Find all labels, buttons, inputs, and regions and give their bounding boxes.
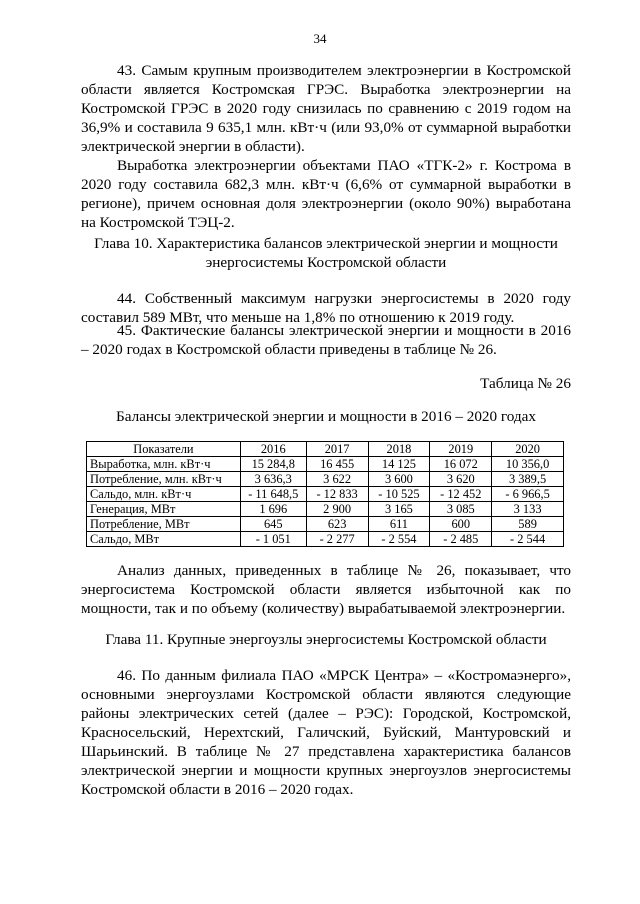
- table-cell: 3 622: [306, 472, 368, 487]
- table-cell: 2 900: [306, 502, 368, 517]
- paragraph-tgk2-text: Выработка электроэнергии объектами ПАО «ТГК-2» г. Кострома в 2020 году составила 682,3 млн. кВт·ч (6,6% от суммарной выработки в регионе), причем основная доля электроэнергии (около 90%) выработана на Костромской ТЭЦ-2.: [81, 157, 571, 231]
- table-cell: 3 165: [368, 502, 430, 517]
- row-label: Выработка, млн. кВт·ч: [87, 457, 241, 472]
- table-cell: - 1 051: [240, 532, 306, 547]
- row-label: Потребление, МВт: [87, 517, 241, 532]
- table-cell: - 2 277: [306, 532, 368, 547]
- paragraph-tgk2: [81, 156, 571, 232]
- table-cell: 3 389,5: [492, 472, 564, 487]
- table-row: [87, 517, 564, 532]
- chapter-10-title-line2: энергосистемы Костромской области: [205, 254, 447, 271]
- table-row: [87, 457, 564, 472]
- table-cell: - 10 525: [368, 487, 430, 502]
- row-label: Потребление, млн. кВт·ч: [87, 472, 241, 487]
- paragraph-43: [81, 61, 571, 156]
- balance-table: [86, 441, 564, 547]
- table-cell: 645: [240, 517, 306, 532]
- paragraph-43-text: 43. Самым крупным производителем электроэнергии в Костромской области является Костромская ГРЭС. Выработка электроэнергии на Костромской ГРЭС в 2020 году снизилась по сравнению с 2019 годом на 36,9% и составила 9 635,1 млн. кВт·ч (или 93,0% от суммарной выработки электрической энергии в области).: [81, 62, 571, 155]
- table-cell: 623: [306, 517, 368, 532]
- analysis-text: Анализ данных, приведенных в таблице № 26, показывает, что энергосистема Костромской области является избыточной как по мощности, так и по объему (количеству) вырабатываемой электроэнергии.: [81, 562, 571, 617]
- chapter-10-title-line1: Глава 10. Характеристика балансов электрической энергии и мощности: [94, 235, 558, 252]
- row-label: Сальдо, МВт: [87, 532, 241, 547]
- paragraph-46-text: 46. По данным филиала ПАО «МРСК Центра» – «Костромаэнерго», основными энергоузлами Костромской области являются следующие районы электрических сетей (далее – РЭС): Городской, Костромской, Красносельский, Нерехтский, Галичский, Буйский, Мантуровский и Шарьинский. В таблице № 27 представлена характеристика балансов электрической энергии и мощности крупных энергоузлов энергосистемы Костромской области в 2016 – 2020 годах.: [81, 667, 571, 798]
- header-2018: 2018: [368, 442, 430, 457]
- table-cell: 15 284,8: [240, 457, 306, 472]
- table-row: [87, 502, 564, 517]
- table-cell: 3 600: [368, 472, 430, 487]
- table-cell: - 6 966,5: [492, 487, 564, 502]
- table-cell: - 2 485: [430, 532, 492, 547]
- header-indicator: Показатели: [87, 442, 241, 457]
- table-cell: 10 356,0: [492, 457, 564, 472]
- table-header-row: [87, 442, 564, 457]
- table-row: [87, 487, 564, 502]
- table-cell: 3 085: [430, 502, 492, 517]
- table-cell: 611: [368, 517, 430, 532]
- table-cell: 1 696: [240, 502, 306, 517]
- table-cell: - 12 833: [306, 487, 368, 502]
- table-cell: 16 072: [430, 457, 492, 472]
- page-number: 34: [313, 31, 327, 46]
- table-cell: 3 620: [430, 472, 492, 487]
- row-label: Сальдо, млн. кВт·ч: [87, 487, 241, 502]
- paragraph-46: [81, 666, 571, 799]
- paragraph-45: [81, 321, 571, 359]
- table-cell: 3 636,3: [240, 472, 306, 487]
- table-cell: - 2 554: [368, 532, 430, 547]
- table-caption: Балансы электрической энергии и мощности в 2016 – 2020 годах: [116, 408, 536, 425]
- chapter-11-title: Глава 11. Крупные энергоузлы энергосистемы Костромской области: [105, 631, 547, 648]
- table-row: [87, 532, 564, 547]
- table-cell: - 11 648,5: [240, 487, 306, 502]
- header-2020: 2020: [492, 442, 564, 457]
- table-label: Таблица № 26: [480, 375, 571, 392]
- table-cell: - 12 452: [430, 487, 492, 502]
- table-cell: 600: [430, 517, 492, 532]
- table-cell: 3 133: [492, 502, 564, 517]
- paragraph-44-text: 44. Собственный максимум нагрузки энергосистемы в 2020 году составил 589 МВт, что меньше на 1,8% по отношению к 2019 году.: [81, 290, 571, 326]
- table-cell: 589: [492, 517, 564, 532]
- header-2017: 2017: [306, 442, 368, 457]
- table-cell: - 2 544: [492, 532, 564, 547]
- table-cell: 14 125: [368, 457, 430, 472]
- header-2016: 2016: [240, 442, 306, 457]
- header-2019: 2019: [430, 442, 492, 457]
- paragraph-45-text: 45. Фактические балансы электрической энергии и мощности в 2016 – 2020 годах в Костромской области приведены в таблице № 26.: [81, 322, 571, 358]
- table-row: [87, 472, 564, 487]
- table-cell: 16 455: [306, 457, 368, 472]
- row-label: Генерация, МВт: [87, 502, 241, 517]
- analysis-paragraph: [81, 561, 571, 618]
